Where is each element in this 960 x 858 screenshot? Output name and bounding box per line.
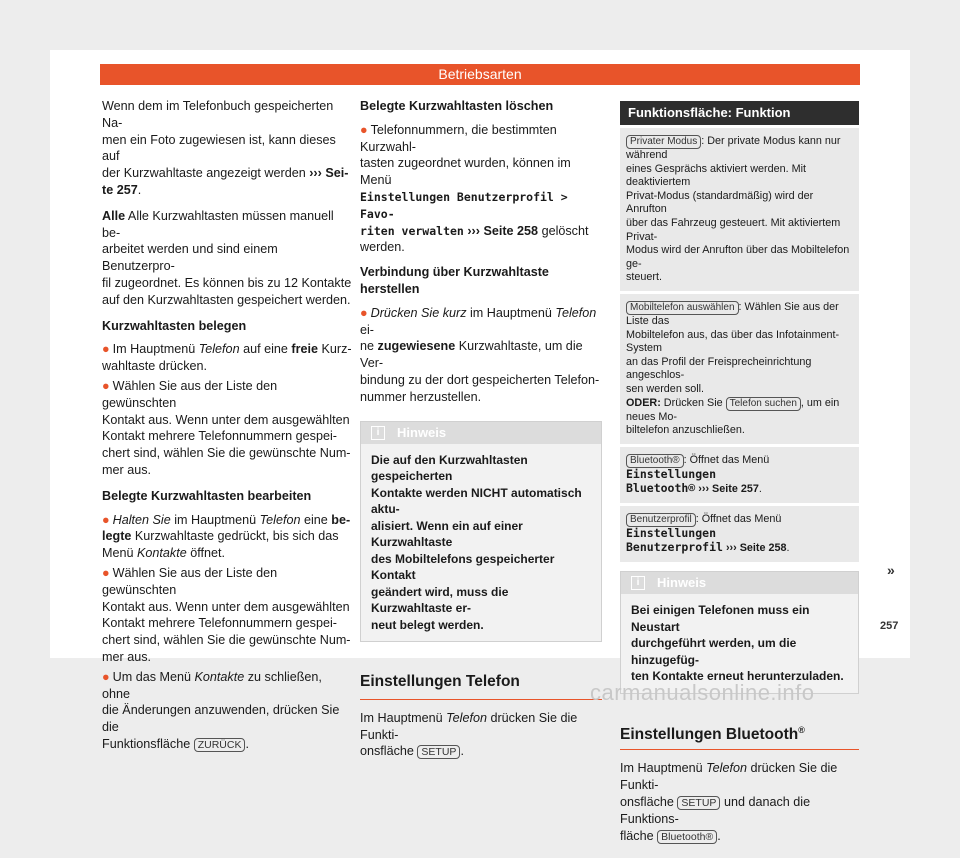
table-row: Benutzerprofil : Öffnet das Menü Einstellungen Benutzerprofil ››› Seite 258. [620,503,859,562]
hinweis-label: Hinweis [657,575,707,591]
section-title-bluetooth: Einstellungen Bluetooth® [620,724,859,751]
bullet-icon: ● [102,565,110,580]
setup-button[interactable]: SETUP [677,796,720,810]
privater-modus-button[interactable]: Privater Modus [626,135,701,149]
alle-paragraph: Alle Alle Kurzwahltasten müssen manuell be- arbeitet werden und sind einem Benutzerpro- fil zugeordnet. Es können bis zu 12 Kontakte auf den Kurzwahltasten gespeichert werden. [102,208,352,307]
table-row: Mobiltelefon auswählen : Wählen Sie aus der Liste das Mobiltelefon aus, das über das Infotainment-System an das Profil der Freisprecheinrichtung angeschlos- sen werden soll. ODER: Drücken Sie Telefon suchen , um ein neues Mo- biltelefon anzuschließen. [620,291,859,444]
list-item: ● Wählen Sie aus der Liste den gewünschten Kontakt aus. Wenn unter dem ausgewählten Kontakt mehrere Telefonnummern gespei- chert sind, wählen Sie die gewünschte Num- mer aus. [102,565,351,664]
table-row: Bluetooth® : Öffnet das Menü Einstellungen Bluetooth® ››› Seite 257. [620,444,859,503]
list-item: ● Drücken Sie kurz im Hauptmenü Telefon ei- ne zugewiesene Kurzwahltaste, um die Ver- bindung zu der dort gespeicherten Telefon- nummer herzustellen. [360,305,600,404]
function-table [620,101,859,858]
intro-paragraph: Wenn dem im Telefonbuch gespeicherten Na- men ein Foto zugewiesen ist, kann dieses auf der Kurzwahltaste angezeigt werden ››› Sei- te 257. [102,99,349,197]
telefon-suchen-button[interactable]: Telefon suchen [726,397,801,411]
info-icon: i [371,426,385,440]
list-item: ● Wählen Sie aus der Liste den gewünschten Kontakt aus. Wenn unter dem ausgewählten Kontakt mehrere Telefonnummern gespei- chert sind, wählen Sie die gewünschte Num- mer aus. [102,378,351,477]
bullet-icon: ● [360,305,368,320]
column-middle [360,98,602,769]
watermark: carmanualsonline.info [590,680,815,705]
bluetooth-button[interactable]: Bluetooth® [657,830,717,844]
list-item: ● Im Hauptmenü Telefon auf eine freie Kurz- wahltaste drücken. [102,342,352,374]
hinweis-text: Bei einigen Telefonen muss ein Neustart durchgeführt werden, um die hinzugefüg- ten Kontakte erneut herunterzuladen. [631,603,844,684]
section-title-telefon: Einstellungen Telefon [360,674,602,700]
subheading-verbindung: Verbindung über Kurzwahltaste herstellen [360,265,549,296]
page-reference[interactable]: ››› Seite 257 [698,483,759,496]
bluetooth-button[interactable]: Bluetooth® [626,454,684,468]
list-item: ● Um das Menü Kontakte zu schließen, ohne die Änderungen anzuwenden, drücken Sie die Funktionsfläche ZURÜCK . [102,669,340,751]
benutzerprofil-button[interactable]: Benutzerprofil [626,513,696,527]
subheading-bearbeiten: Belegte Kurzwahltasten bearbeiten [102,488,312,503]
table-row: Privater Modus : Der private Modus kann nur während eines Gesprächs aktiviert werden. Mit deaktiviertem Privat-Modus (standardmäßig) wird der Anrufton über das Fahrzeug gesteuert. Mit aktiviertem Privat- Modus wird der Anrufton über das Mobiltelefon ge- steuert. [620,125,859,291]
bullet-icon: ● [102,342,110,357]
page-reference[interactable]: ››› Sei- [309,166,349,181]
hinweis-box [360,421,602,643]
hinweis-text: Die auf den Kurzwahltasten gespeicherten Kontakte werden NICHT automatisch aktu- alisiert. Wenn ein auf einer Kurzwahltaste des Mobiltelefons gespeicherter Kontakt geändert wird, muss die Kurzwahltaste er- neut belegt werden. [371,452,582,632]
list-item: ● Halten Sie im Hauptmenü Telefon eine be- legte Kurzwahltaste gedrückt, bis sich das Menü Kontakte öffnet. [102,512,351,561]
mobiltelefon-auswaehlen-button[interactable]: Mobiltelefon auswählen [626,301,739,315]
subheading-loeschen: Belegte Kurzwahltasten löschen [360,99,554,113]
table-header: Funktionsfläche: Funktion [620,101,859,125]
hinweis-label: Hinweis [397,424,447,440]
hinweis-box [620,571,859,694]
subheading-belegen: Kurzwahltasten belegen [102,318,247,333]
bullet-icon: ● [102,669,110,684]
section-paragraph: Im Hauptmenü Telefon drücken Sie die Funkti- onsfläche SETUP . [360,710,578,759]
bullet-icon: ● [360,122,368,137]
column-left [102,98,352,762]
bullet-icon: ● [102,378,110,393]
section-paragraph: Im Hauptmenü Telefon drücken Sie die Funkti- onsfläche SETUP und danach die Funktions- fläche Bluetooth® . [620,761,838,844]
info-icon: i [631,576,645,590]
page-header: Betriebsarten [100,64,860,85]
bullet-icon: ● [102,512,110,527]
continue-arrow-icon: » [887,562,895,578]
page-number: 257 [880,620,899,632]
zurueck-button[interactable]: ZURÜCK [194,738,246,752]
menu-path: Einstellungen Benutzerprofil > Favo- [360,189,568,221]
page-reference[interactable]: ››› Seite 258 [467,223,539,238]
page-reference[interactable]: ››› Seite 258 [725,542,787,555]
list-item: ● Telefonnummern, die bestimmten Kurzwahl- tasten zugeordnet wurden, können im Menü Einstellungen Benutzerprofil > Favo- riten verwalten ››› Seite 258 gelöscht werden. [360,122,589,255]
setup-button[interactable]: SETUP [417,745,460,759]
